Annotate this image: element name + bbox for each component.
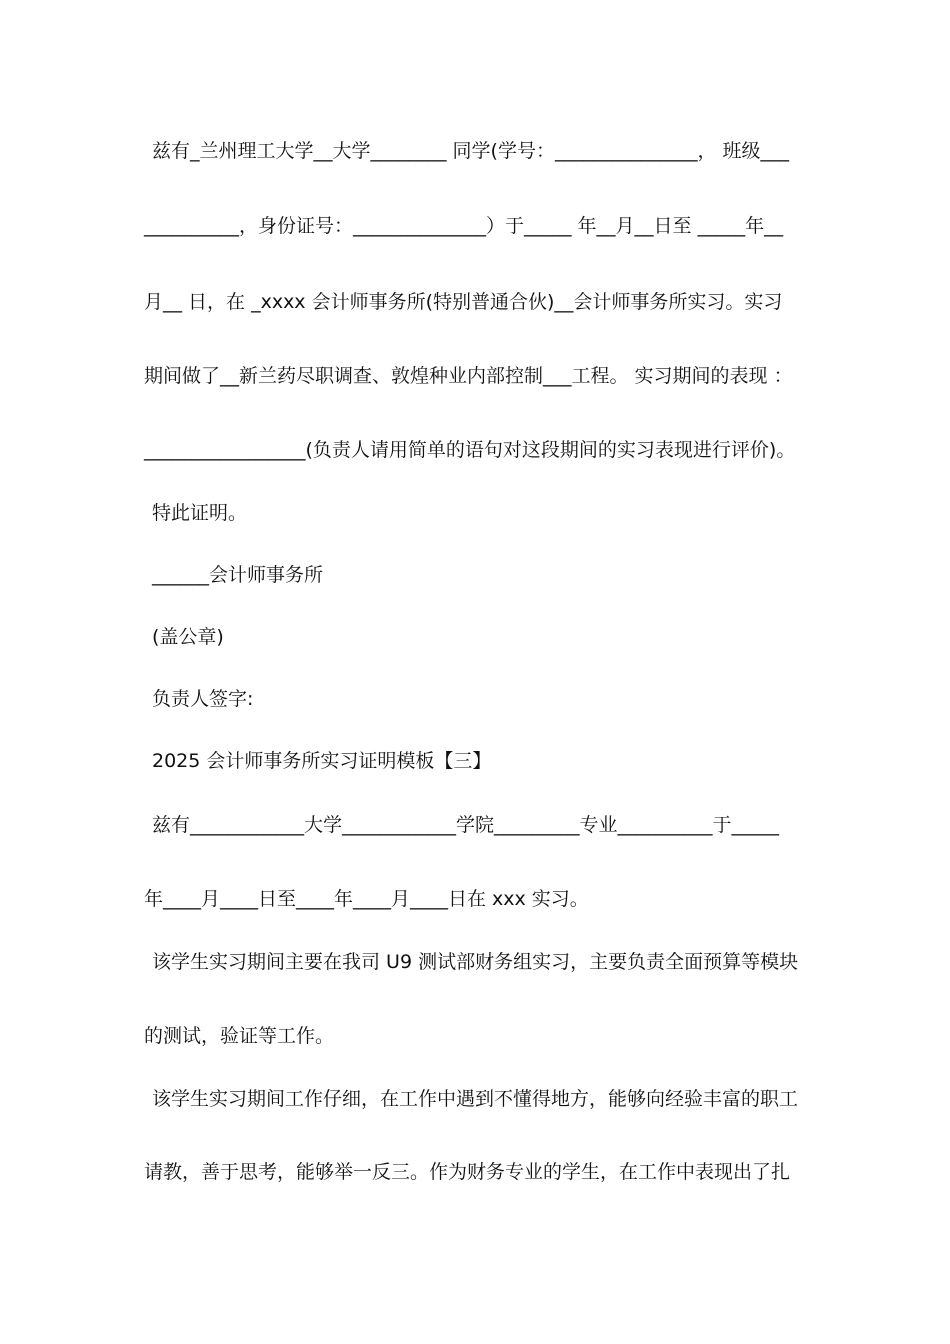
paragraph-line: _________________(负责人请用简单的语句对这段期间的实习表现进行评价)。 [144,439,796,461]
section-heading: 2025 会计师事务所实习证明模板【三】 [152,750,492,772]
paragraph-line: 该学生实习期间工作仔细，在工作中遇到不懂得地方，能够向经验丰富的职工 [152,1088,799,1110]
paragraph-line: 兹有____________大学____________学院_________专业__________于_____ [152,814,780,836]
paragraph-line: 年____月____日至____年____月____日在 xxx 实习。 [144,888,589,910]
seal-note: (盖公章) [152,626,224,648]
certification-statement: 特此证明。 [152,502,248,524]
paragraph-line: 兹有_兰州理工大学__大学________ 同学(学号：_______________， 班级___ [152,140,789,162]
paragraph-line: __________，身份证号：______________）于_____ 年__月__日至 _____年__ [144,215,784,237]
paragraph-line: 请教，善于思考，能够举一反三。作为财务专业的学生，在工作中表现出了扎 [144,1161,791,1183]
paragraph-line: 期间做了__新兰药尽职调查、敦煌种业内部控制___工程。 实习期间的表现 ： [144,365,793,387]
signature-line: 负责人签字: [152,688,254,710]
paragraph-line: 的测试，验证等工作。 [144,1025,335,1047]
firm-name-line: ______会计师事务所 [152,564,324,586]
paragraph-line: 该学生实习期间主要在我司 U9 测试部财务组实习，主要负责全面预算等模块 [152,951,799,973]
paragraph-line: 月__ 日，在 _xxxx 会计师事务所(特别普通合伙)__会计师事务所实习。实习 [144,291,783,313]
